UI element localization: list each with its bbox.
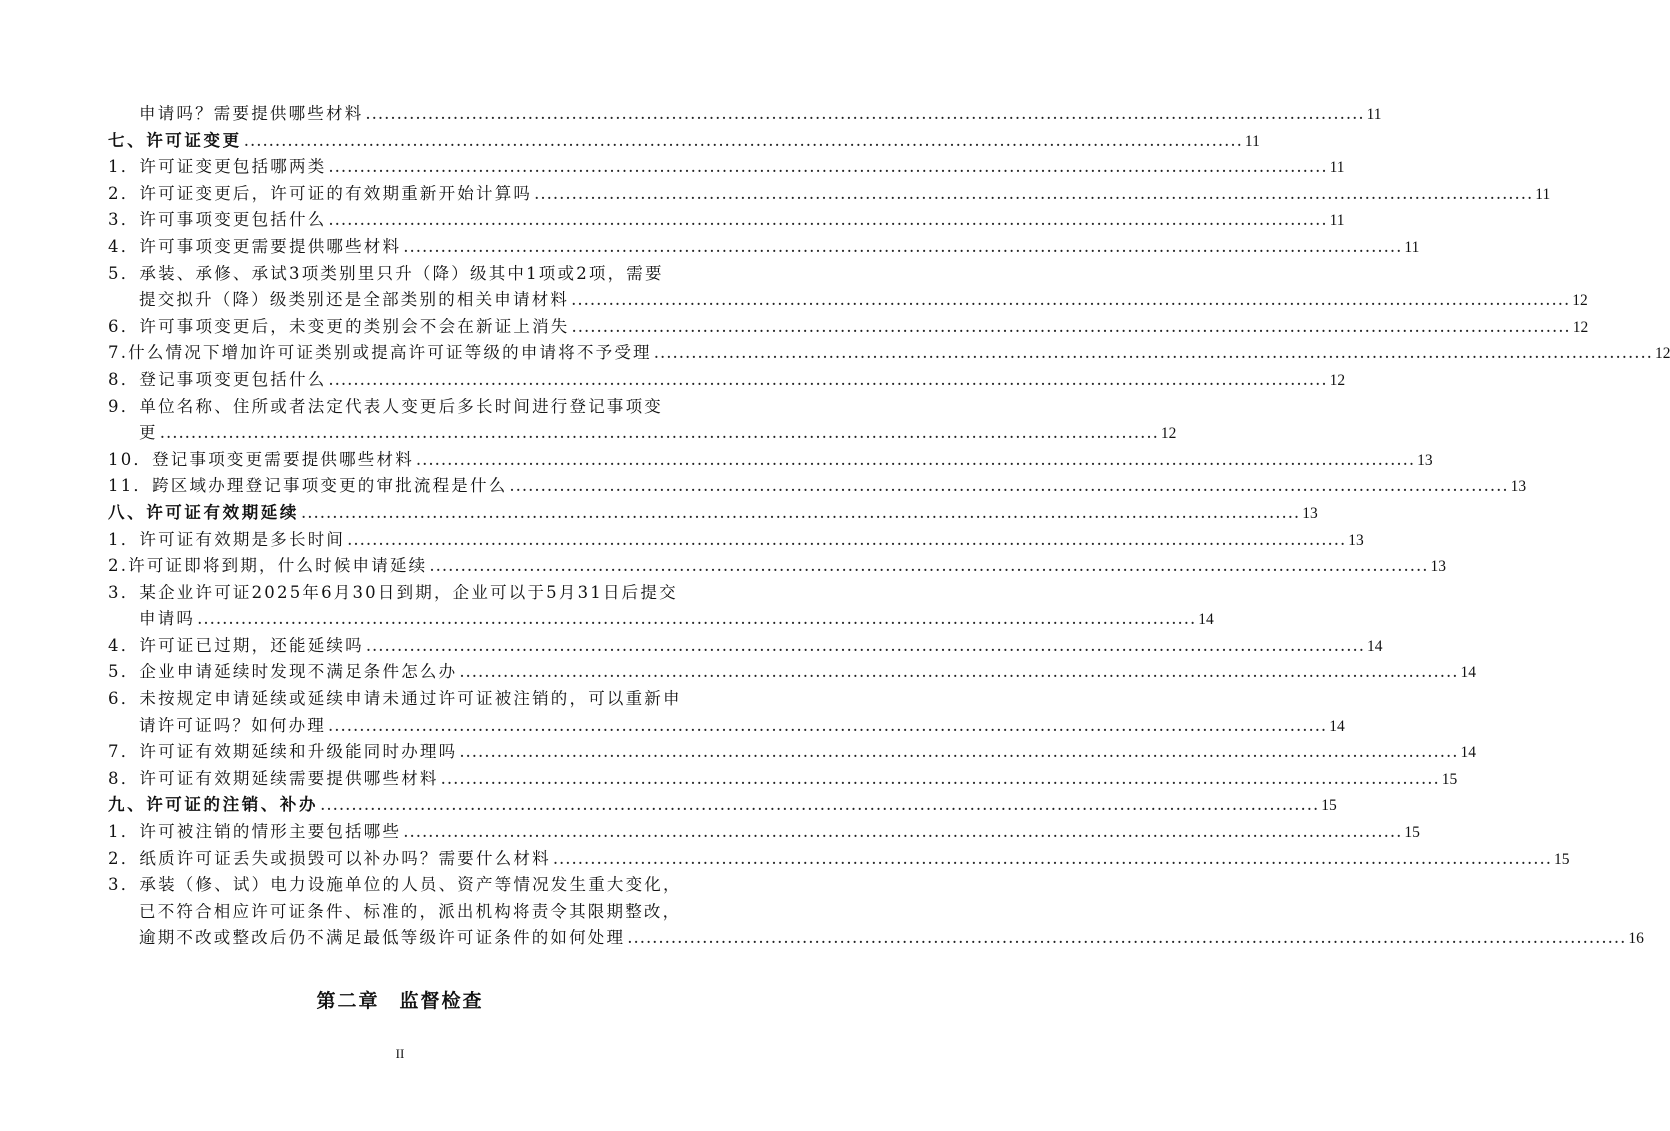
toc-entry-line[interactable]	[108, 899, 691, 926]
toc-entry-text: 7.什么情况下增加许可证类别或提高许可证等级的申请将不予受理	[108, 343, 652, 363]
toc-entry-text: 8．登记事项变更包括什么	[108, 369, 327, 389]
toc-entry-text: 已不符合相应许可证条件、标准的，派出机构将责令其限期整改，	[139, 901, 682, 921]
chapter-title: 监督检查	[399, 990, 484, 1012]
toc-entry-text: 请许可证吗？如何办理	[139, 715, 326, 735]
toc-entry-line[interactable]	[108, 846, 1570, 873]
toc-dot-leader: ................................................................................................................................................................	[534, 183, 1534, 203]
toc-entry-text: 更	[139, 423, 158, 443]
toc-dot-leader: ................................................................................................................................................................	[440, 768, 1440, 788]
toc-entry-line[interactable]	[108, 580, 691, 607]
toc-page-number: 11	[1329, 159, 1345, 177]
toc-entry-line[interactable]	[108, 473, 1527, 500]
toc-page-number: 14	[1460, 744, 1476, 762]
toc-entry-line[interactable]	[108, 527, 1364, 554]
chapter-heading	[0, 986, 800, 1013]
toc-entry-text: 5．企业申请延续时发现不满足条件怎么办	[108, 662, 458, 682]
toc-entry-text: 6．未按规定申请延续或延续申请未通过许可证被注销的，可以重新申	[108, 689, 682, 709]
toc-page-number: 11	[1244, 132, 1260, 150]
toc-dot-leader: ................................................................................................................................................................	[552, 848, 1552, 868]
toc-entry-text: 4．许可证已过期，还能延续吗	[108, 635, 364, 655]
toc-entry-line[interactable]	[108, 819, 1420, 846]
toc-entry-text: 3．某企业许可证2025年6月30日到期，企业可以于5月31日后提交	[108, 582, 678, 602]
toc-page-number: 12	[1654, 345, 1670, 363]
toc-entry-line[interactable]	[108, 314, 1589, 341]
toc-page-number: 11	[1535, 185, 1551, 203]
toc-entry-text: 提交拟升（降）级类别还是全部类别的相关申请材料	[139, 290, 570, 310]
toc-dot-leader: ................................................................................................................................................................	[320, 795, 1320, 815]
toc-page-number: 14	[1198, 611, 1214, 629]
toc-dot-leader: ................................................................................................................................................................	[653, 343, 1653, 363]
toc-entry-line[interactable]	[108, 686, 691, 713]
toc-dot-leader: ................................................................................................................................................................	[347, 529, 1347, 549]
toc-entry-line[interactable]	[108, 713, 1345, 740]
toc-entry-text: 6．许可事项变更后，未变更的类别会不会在新证上消失	[108, 316, 570, 336]
toc-entry-text: 5．承装、承修、承试3项类别里只升（降）级其中1项或2项，需要	[108, 263, 664, 283]
toc-page-number: 14	[1460, 664, 1476, 682]
toc-page-number: 15	[1554, 850, 1570, 868]
toc-entry-text: 申请吗	[139, 609, 196, 629]
toc-entry-text: 七、许可证变更	[108, 130, 242, 150]
toc-entry-text: 2．许可证变更后，许可证的有效期重新开始计算吗	[108, 183, 533, 203]
toc-dot-leader: ................................................................................................................................................................	[365, 104, 1365, 123]
toc-entry-text: 8．许可证有效期延续需要提供哪些材料	[108, 768, 439, 788]
toc-dot-leader: ................................................................................................................................................................	[159, 423, 1159, 443]
toc-page-number: 12	[1572, 292, 1588, 310]
toc-entry-line[interactable]	[108, 367, 1346, 394]
toc-page-number: 12	[1329, 371, 1346, 389]
toc-entry-text: 逾期不改或整改后仍不满足最低等级许可证条件的如何处理	[139, 928, 626, 948]
toc-dot-leader: ................................................................................................................................................................	[301, 502, 1301, 522]
toc-page-number: 16	[1628, 930, 1644, 948]
toc-entry-text: 2.许可证即将到期，什么时候申请延续	[108, 556, 428, 576]
toc-section-heading[interactable]	[108, 792, 1337, 819]
toc-entry-text: 3．许可事项变更包括什么	[108, 210, 327, 230]
toc-page-number: 15	[1321, 797, 1337, 815]
toc-entry-line[interactable]	[108, 553, 1447, 580]
toc-entry-line[interactable]	[108, 261, 691, 288]
toc-dot-leader: ................................................................................................................................................................	[459, 742, 1459, 762]
toc-page-number: 13	[1348, 531, 1364, 549]
toc-dot-leader: ................................................................................................................................................................	[459, 662, 1459, 682]
toc-entry-text: 3．承装（修、试）电力设施单位的人员、资产等情况发生重大变化，	[108, 875, 682, 895]
toc-dot-leader: ................................................................................................................................................................	[328, 715, 1328, 735]
toc-entry-line[interactable]	[108, 633, 1383, 660]
toc-page-number: 14	[1329, 717, 1345, 735]
toc-entry-text: 10．登记事项变更需要提供哪些材料	[108, 449, 414, 469]
toc-dot-leader: ................................................................................................................................................................	[429, 556, 1429, 576]
toc-entry-line[interactable]	[108, 154, 1345, 181]
toc-page-number: 11	[1404, 238, 1420, 256]
toc-dot-leader: ................................................................................................................................................................	[328, 369, 1328, 389]
toc-page-number: 15	[1404, 824, 1420, 842]
toc-entry-line[interactable]	[108, 739, 1476, 766]
toc-dot-leader: ................................................................................................................................................................	[415, 449, 1416, 469]
toc-page-number: 11	[1366, 106, 1382, 123]
toc-entry-text: 1．许可证变更包括哪两类	[108, 157, 327, 177]
toc-entry-text: 1．许可证有效期是多长时间	[108, 529, 346, 549]
toc-entry-text: 2．纸质许可证丢失或损毁可以补办吗？需要什么材料	[108, 848, 551, 868]
chapter-number: 第二章	[316, 990, 380, 1012]
toc-entry-line[interactable]	[108, 394, 691, 421]
toc-page-number: 13	[1510, 478, 1527, 496]
toc-page-number: 13	[1430, 558, 1447, 576]
toc-dot-leader: ................................................................................................................................................................	[365, 635, 1365, 655]
toc-entry-line[interactable]	[108, 181, 1551, 208]
toc-page-number: 11	[1329, 212, 1345, 230]
toc-page-number: 12	[1160, 425, 1177, 443]
toc-page-number: 13	[1302, 504, 1318, 522]
toc-entry-text: 7．许可证有效期延续和升级能同时办理吗	[108, 742, 458, 762]
toc-dot-leader: ................................................................................................................................................................	[197, 609, 1197, 629]
toc-entry-line[interactable]	[108, 606, 1214, 633]
toc-dot-leader: ................................................................................................................................................................	[328, 157, 1328, 177]
toc-entry-line[interactable]	[108, 925, 1644, 952]
toc-dot-leader: ................................................................................................................................................................	[403, 822, 1403, 842]
toc-entry-text: 八、许可证有效期延续	[108, 502, 299, 522]
toc-section-heading[interactable]	[108, 128, 1260, 155]
toc-dot-leader: ................................................................................................................................................................	[627, 928, 1627, 948]
toc-entry-text: 4．许可事项变更需要提供哪些材料	[108, 236, 402, 256]
toc-dot-leader: ................................................................................................................................................................	[509, 476, 1509, 496]
toc-entry-text: 1．许可被注销的情形主要包括哪些	[108, 822, 402, 842]
toc-entry-line[interactable]	[108, 766, 1458, 793]
toc-entry-line[interactable]	[108, 234, 1420, 261]
toc-dot-leader: ................................................................................................................................................................	[243, 130, 1243, 150]
toc-page-number: 12	[1572, 318, 1589, 336]
toc-entry-line[interactable]	[108, 659, 1476, 686]
toc-section-heading[interactable]	[108, 500, 1318, 527]
toc-entry-text: 11．跨区域办理登记事项变更的审批流程是什么	[108, 476, 508, 496]
toc-entry-line[interactable]	[108, 872, 691, 899]
toc-dot-leader: ................................................................................................................................................................	[571, 316, 1571, 336]
toc-page-number: 14	[1367, 637, 1383, 655]
toc-entry-line[interactable]	[108, 287, 1588, 314]
toc-entry-text: 申请吗？需要提供哪些材料	[139, 104, 364, 123]
toc-entry-line[interactable]	[108, 340, 1670, 367]
toc-entry-text: 9．单位名称、住所或者法定代表人变更后多长时间进行登记事项变	[108, 396, 663, 416]
toc-entry-text: 九、许可证的注销、补办	[108, 795, 319, 815]
table-of-contents	[108, 101, 1670, 952]
page-number: II	[395, 1046, 405, 1061]
toc-page-number: 15	[1441, 770, 1458, 788]
toc-entry-line[interactable]	[108, 101, 1382, 128]
toc-entry-line[interactable]	[108, 207, 1345, 234]
toc-dot-leader: ................................................................................................................................................................	[403, 236, 1403, 256]
toc-entry-line[interactable]	[108, 420, 1177, 447]
toc-entry-line[interactable]	[108, 447, 1433, 474]
toc-dot-leader: ................................................................................................................................................................	[328, 210, 1328, 230]
toc-dot-leader: ................................................................................................................................................................	[571, 290, 1571, 310]
toc-page-number: 13	[1417, 451, 1433, 469]
